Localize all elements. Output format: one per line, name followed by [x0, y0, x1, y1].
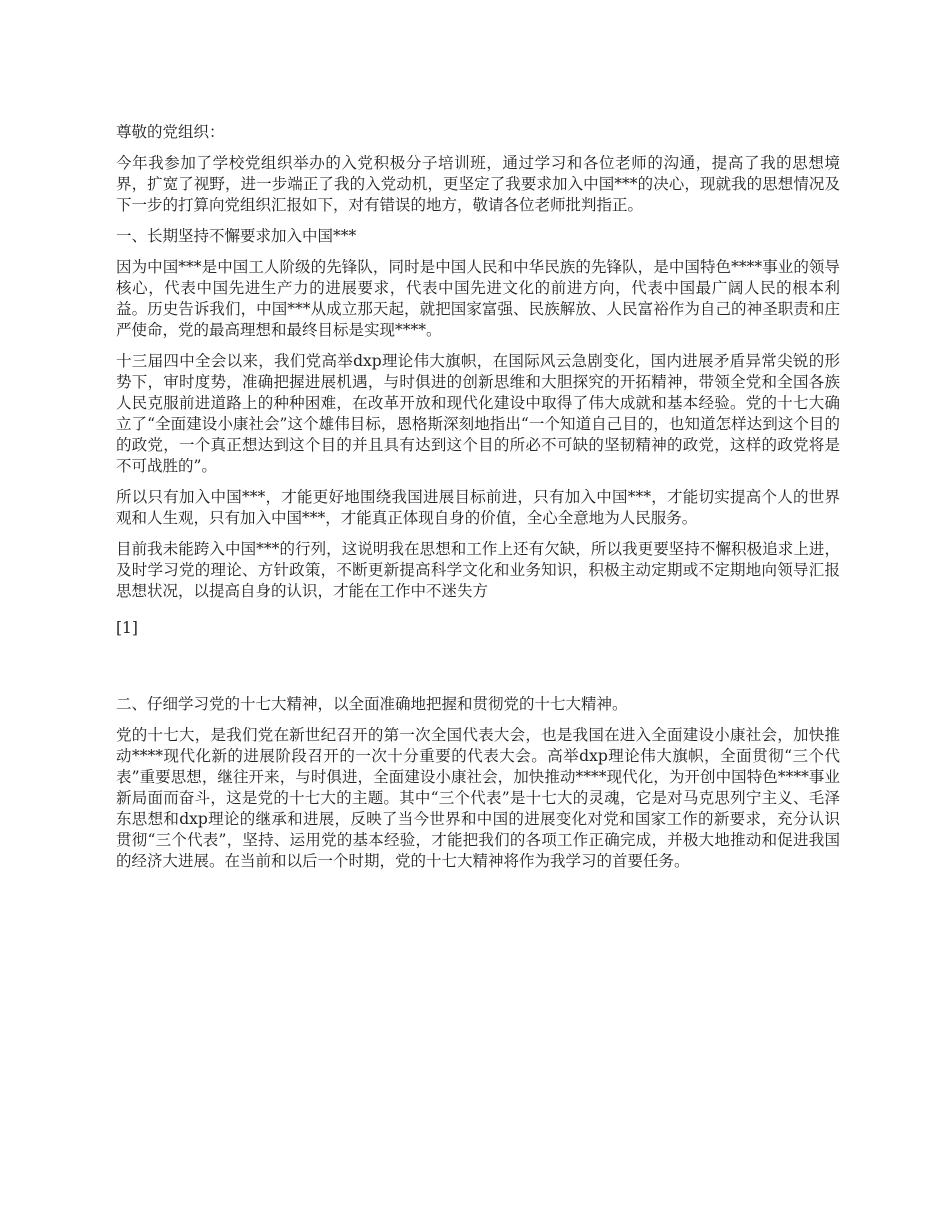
body-paragraph: 党的十七大，是我们党在新世纪召开的第一次全国代表大会，也是我国在进入全面建设小康社会，加快推动****现代化新的进展阶段召开的一次十分重要的代表大会。高举dxp理论伟大旗帜，全面贯彻“三个代表”重要思想，继往开来，与时俱进，全面建设小康社会，加快推动****现代化，为开创中国特色****事业新局面而奋斗，这是党的十七大的主题。其中“三个代表”是十七大的灵魂，它是对马克思列宁主义、毛泽东思想和dxp理论的继承和进展，反映了当今世界和中国的进展变化对党和国家工作的新要求，充分认识贯彻“三个代表”，坚持、运用党的基本经验，才能把我们的各项工作正确完成，并极大地推动和促进我国的经济大进展。在当前和以后一个时期，党的十七大精神将作为我学习的首要任务。 — [116, 726, 840, 870]
intro-paragraph: 今年我参加了学校党组织举办的入党积极分子培训班，通过学习和各位老师的沟通，提高了我的思想境界，扩宽了视野，进一步端正了我的入党动机，更坚定了我要求加入中国***的决心，现就我的思想情况及下一步的打算向党组织汇报如下，对有错误的地方，敬请各位老师批判指正。 — [116, 154, 840, 214]
document-page — [116, 122, 840, 882]
section-1-heading: 一、长期坚持不懈要求加入中国*** — [116, 227, 357, 245]
body-paragraph: 目前我未能跨入中国***的行列，这说明我在思想和工作上还有欠缺，所以我更要坚持不懈积极追求上进，及时学习党的理论、方针政策，不断更新提高科学文化和业务知识，积极主动定期或不定期地向领导汇报思想状况，以提高自身的认识，才能在工作中不迷失方 — [116, 540, 840, 600]
body-paragraph: 十三届四中全会以来，我们党高举dxp理论伟大旗帜，在国际风云急剧变化，国内进展矛盾异常尖锐的形势下，审时度势，准确把握进展机遇，与时俱进的创新思维和大胆探究的开拓精神，带领全党和全国各族人民克服前进道路上的种种困难，在改革开放和现代化建设中取得了伟大成就和基本经验。党的十七大确立了“全面建设小康社会”这个雄伟目标，恩格斯深刻地指出“一个知道自己目的，也知道怎样达到这个目的的政党，一个真正想达到这个目的并且具有达到这个目的所必不可缺的坚韧精神的政党，这样的政党将是不可战胜的”。 — [116, 352, 840, 475]
body-paragraph: 所以只有加入中国***，才能更好地围绕我国进展目标前进，只有加入中国***，才能切实提高个人的世界观和人生观，只有加入中国***，才能真正体现自身的价值，全心全意地为人民服务。 — [116, 488, 840, 527]
salutation: 尊敬的党组织： — [116, 123, 225, 141]
body-paragraph: 因为中国***是中国工人阶级的先锋队，同时是中国人民和中华民族的先锋队，是中国特色****事业的领导核心，代表中国先进生产力的进展要求，代表中国先进文化的前进方向，代表中国最广阔人民的根本利益。历史告诉我们，中国***从成立那天起，就把国家富强、民族解放、人民富裕作为自己的神圣职责和庄严使命，党的最高理想和最终目标是实现****。 — [116, 258, 840, 339]
section-2-heading: 二、仔细学习党的十七大精神，以全面准确地把握和贯彻党的十七大精神。 — [116, 695, 628, 713]
reference-marker: [1] — [116, 619, 138, 637]
